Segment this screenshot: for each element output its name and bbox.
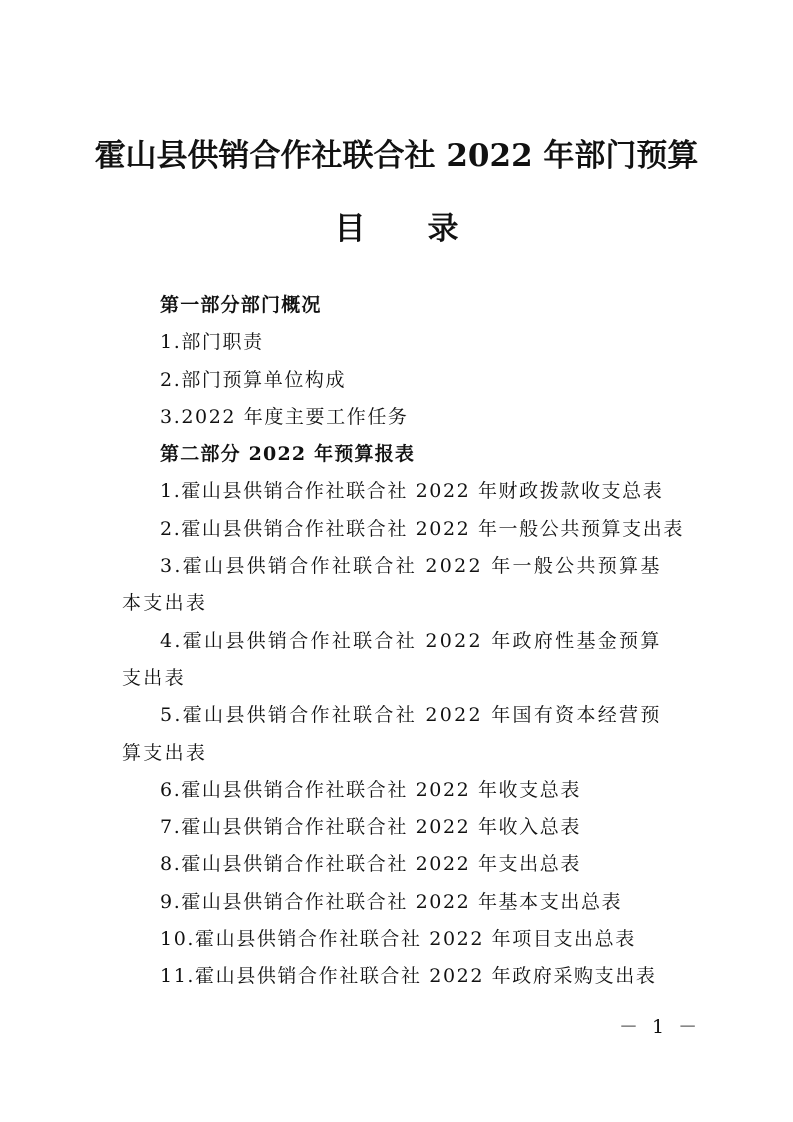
toc-part2-item: 5.霍山县供销合作社联合社 2022 年国有资本经营预算支出表 [122,704,662,764]
toc-part1-item: 2.部门预算单位构成 [160,368,347,391]
toc-part2-item: 11.霍山县供销合作社联合社 2022 年政府采购支出表 [160,965,657,988]
toc-part2-item: 10.霍山县供销合作社联合社 2022 年项目支出总表 [160,928,636,951]
toc-heading [0,205,793,253]
toc-part2-item: 9.霍山县供销合作社联合社 2022 年基本支出总表 [160,890,623,913]
toc-heading-right: 录 [427,211,459,247]
toc-part2-item: 4.霍山县供销合作社联合社 2022 年政府性基金预算支出表 [122,629,662,689]
toc-part2-item: 7.霍山县供销合作社联合社 2022 年收入总表 [160,816,581,839]
toc-part2-item: 2.霍山县供销合作社联合社 2022 年一般公共预算支出表 [160,517,684,540]
toc-part2-item: 1.霍山县供销合作社联合社 2022 年财政拨款收支总表 [160,480,664,503]
toc-part2-heading: 第二部分 2022 年预算报表 [160,443,416,466]
toc-part1-heading: 第一部分部门概况 [160,294,322,316]
toc-part1-item: 1.部门职责 [160,331,264,354]
page-number: － 1 － [619,1016,702,1038]
toc-part2-item: 6.霍山县供销合作社联合社 2022 年收支总表 [160,778,581,801]
document-title: 霍山县供销合作社联合社 2022 年部门预算 [94,138,699,174]
toc-part2-item: 8.霍山县供销合作社联合社 2022 年支出总表 [160,853,581,876]
toc-part1-item: 3.2022 年度主要工作任务 [160,405,409,428]
table-of-contents [122,287,682,996]
toc-heading-left: 目 [334,211,366,247]
toc-part2-item: 3.霍山县供销合作社联合社 2022 年一般公共预算基本支出表 [122,555,662,615]
